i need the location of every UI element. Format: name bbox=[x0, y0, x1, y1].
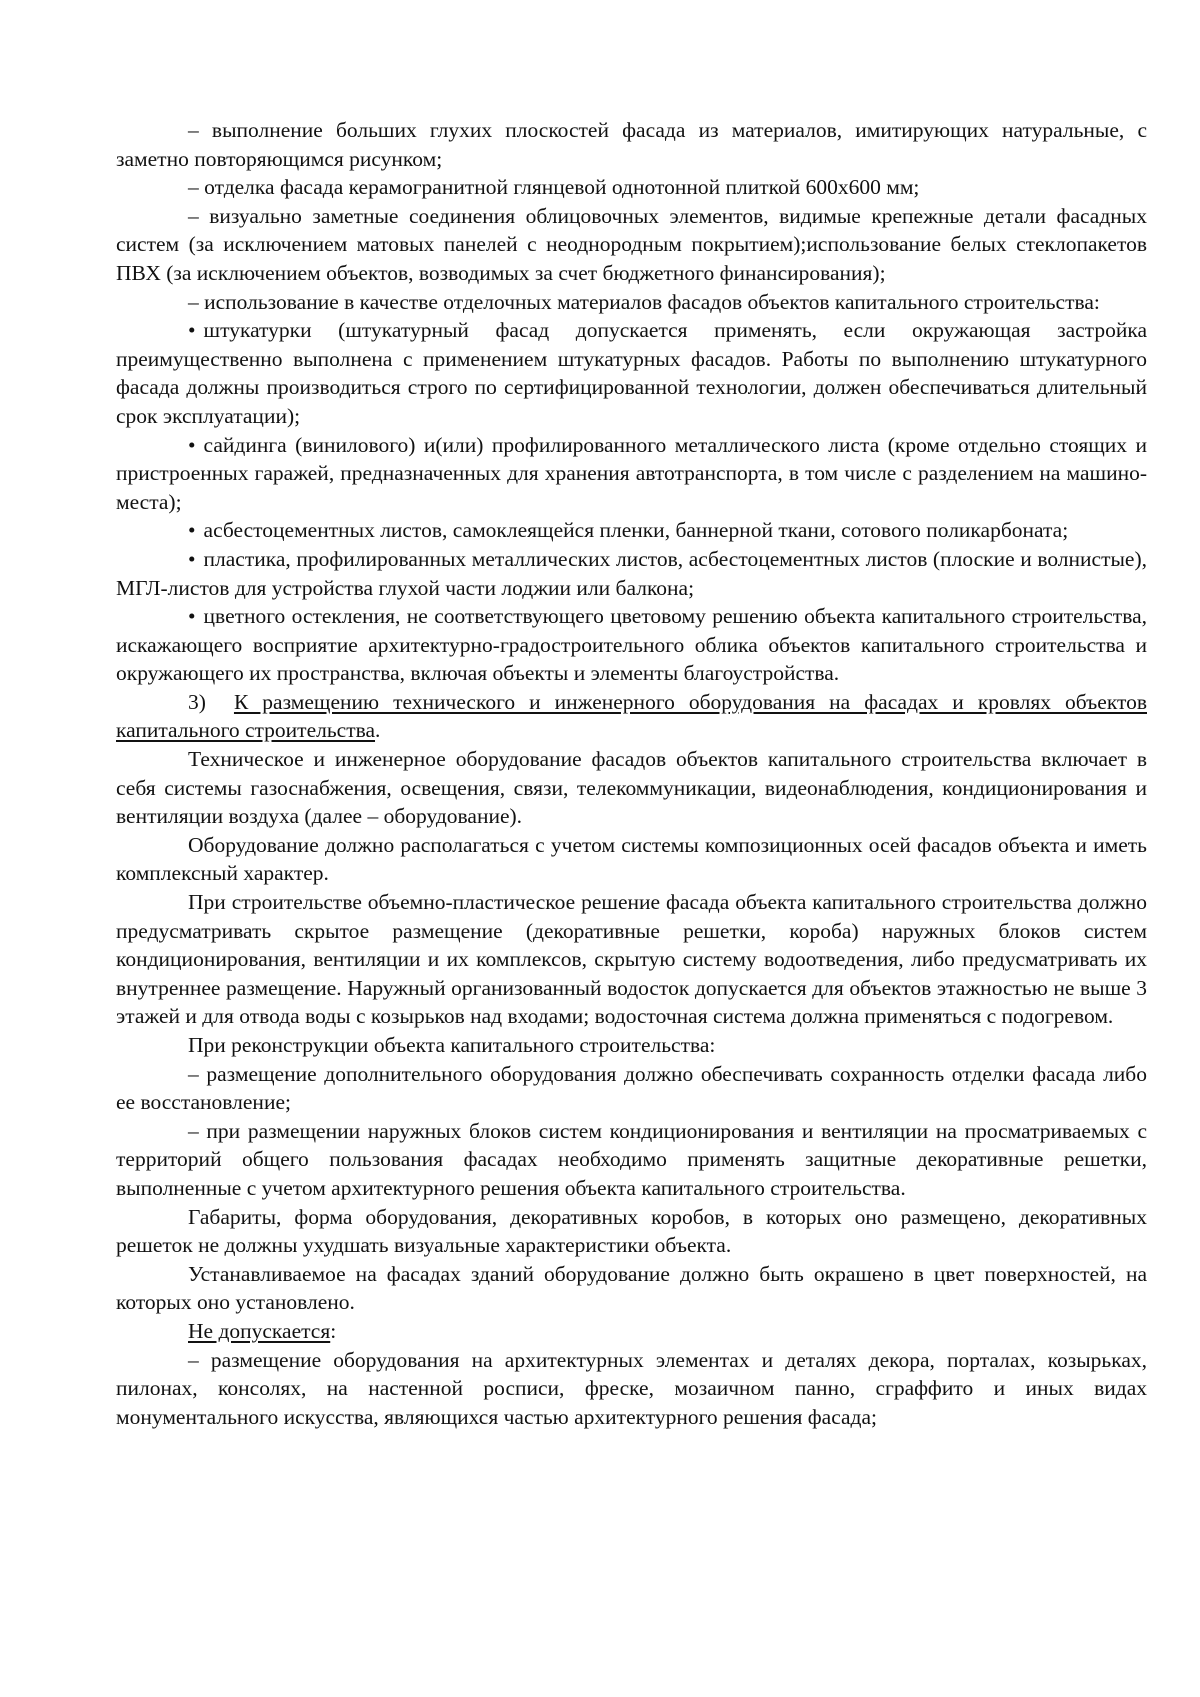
bullet-text: асбестоцементных листов, самоклеящейся пленки, баннерной ткани, сотового поликарбоната; bbox=[203, 518, 1069, 543]
bullet-item-shtukaturki bbox=[116, 316, 1147, 430]
section-heading-3 bbox=[116, 688, 1147, 745]
bullet-item-plastik bbox=[116, 545, 1147, 602]
paragraph-glukhie-ploskosti: – выполнение больших глухих плоскостей фасада из материалов, имитирующих натуральные, с заметно повторяющимся рисунком; bbox=[116, 118, 1147, 171]
bullet-text: цветного остекления, не соответствующего цветовому решению объекта капитального строительства, искажающего восприятие архитектурно-градостроительного облика объектов капитального строительства и окружающего их пространства, включая объекты и элементы благоустройства. bbox=[116, 604, 1147, 686]
paragraph-razmeshchenie-na-arkhitekturnykh: – размещение оборудования на архитектурных элементах и деталях декора, порталах, козырьках, пилонах, консолях, на настенной росписи, фреске, мозаичном панно, сграффито и иных видах монументального искусства, являющихся частью архитектурного решения фасада; bbox=[116, 1347, 1147, 1429]
subheading-ne-dopuskaetsya bbox=[116, 1317, 1147, 1346]
paragraph-okraska: Устанавливаемое на фасадах зданий оборудование должно быть окрашено в цвет поверхностей, на которых оно установлено. bbox=[116, 1261, 1147, 1315]
bullet-text: пластика, профилированных металлических листов, асбестоцементных листов (плоские и волнистые), МГЛ-листов для устройства глухой части лоджии или балкона; bbox=[116, 546, 1147, 600]
document-page bbox=[116, 116, 1147, 1431]
bullet-icon: • bbox=[188, 318, 196, 343]
bullet-icon: • bbox=[188, 518, 196, 543]
paragraph-keramogranit: – отделка фасада керамогранитной глянцевой однотонной плиткой 600х600 мм; bbox=[188, 175, 920, 200]
paragraph-pri-rekonstruktsii: При реконструкции объекта капитального строительства: bbox=[188, 1033, 716, 1057]
subheading-tail: : bbox=[330, 1318, 337, 1343]
paragraph-zashchitnye-reshetki: – при размещении наружных блоков систем кондиционирования и вентиляции на просматриваемых с территорий общего пользования фасадах необходимо применять защитные декоративные решетки, выполненные с учетом архитектурного решения объекта капитального строительства. bbox=[116, 1118, 1147, 1200]
section-title-tail: . bbox=[375, 718, 381, 743]
bullet-icon: • bbox=[188, 546, 196, 571]
section-number: 3) bbox=[188, 689, 206, 714]
subheading-underlined: Не допускается bbox=[188, 1318, 331, 1343]
bullet-item-saiding bbox=[116, 431, 1147, 517]
paragraph-otdelochnye-materialy: – использование в качестве отделочных материалов фасадов объектов капитального строительства: bbox=[188, 289, 1100, 314]
bullet-item-tsvetnoe-osteklenie bbox=[116, 602, 1147, 688]
bullet-text: штукатурки (штукатурный фасад допускается применять, если окружающая застройка преимущественно выполнена с применением штукатурных фасадов. Работы по выполнению штукатурного фасада должны производиться строго по сертифицированной технологии, должен обеспечиваться длительный срок эксплуатации); bbox=[116, 318, 1147, 428]
bullet-icon: • bbox=[188, 432, 196, 457]
section-title-underlined: К размещению технического и инженерного оборудования на фасадах и кровлях объектов капитального строительства bbox=[116, 689, 1147, 743]
bullet-icon: • bbox=[188, 604, 196, 629]
paragraph-gabarity: Габариты, форма оборудования, декоративных коробов, в которых оно размещено, декоративных решеток не должны ухудшать визуальные характеристики объекта. bbox=[116, 1204, 1147, 1258]
bullet-item-asbestocement bbox=[116, 516, 1147, 545]
paragraph-sokhrannost-otdelki: – размещение дополнительного оборудования должно обеспечивать сохранность отделки фасада либо ее восстановление; bbox=[116, 1061, 1147, 1115]
bullet-text: сайдинга (винилового) и(или) профилированного металлического листа (кроме отдельно стоящих и пристроенных гаражей, предназначенных для хранения автотранспорта, в том числе с разделением на машино-места); bbox=[116, 432, 1147, 514]
paragraph-soedineniya: – визуально заметные соединения облицовочных элементов, видимые крепежные детали фасадных систем (за исключением матовых панелей с неоднородным покрытием);использование белых стеклопакетов ПВХ (за исключением объектов, возводимых за счет бюджетного финансирования); bbox=[116, 203, 1147, 285]
paragraph-kompozitsionnye-osi: Оборудование должно располагаться с учетом системы композиционных осей фасадов объекта и иметь комплексный характер. bbox=[116, 832, 1147, 886]
paragraph-pri-stroitelstve: При строительстве объемно-пластическое решение фасада объекта капитального строительства должно предусматривать скрытое размещение (декоративные решетки, короба) наружных блоков систем кондиционирования, вентиляции и их комплексов, скрытую систему водоотведения, либо предусматривать их внутреннее размещение. Наружный организованный водосток допускается для объектов этажностью не выше 3 этажей и для отвода воды с козырьков над входами; водосточная система должна применяться с подогревом. bbox=[116, 890, 1147, 1029]
paragraph-oborudovanie-vklyuchaet: Техническое и инженерное оборудование фасадов объектов капитального строительства включает в себя системы газоснабжения, освещения, связи, телекоммуникации, видеонаблюдения, кондиционирования и вентиляции воздуха (далее – оборудование). bbox=[116, 747, 1147, 829]
